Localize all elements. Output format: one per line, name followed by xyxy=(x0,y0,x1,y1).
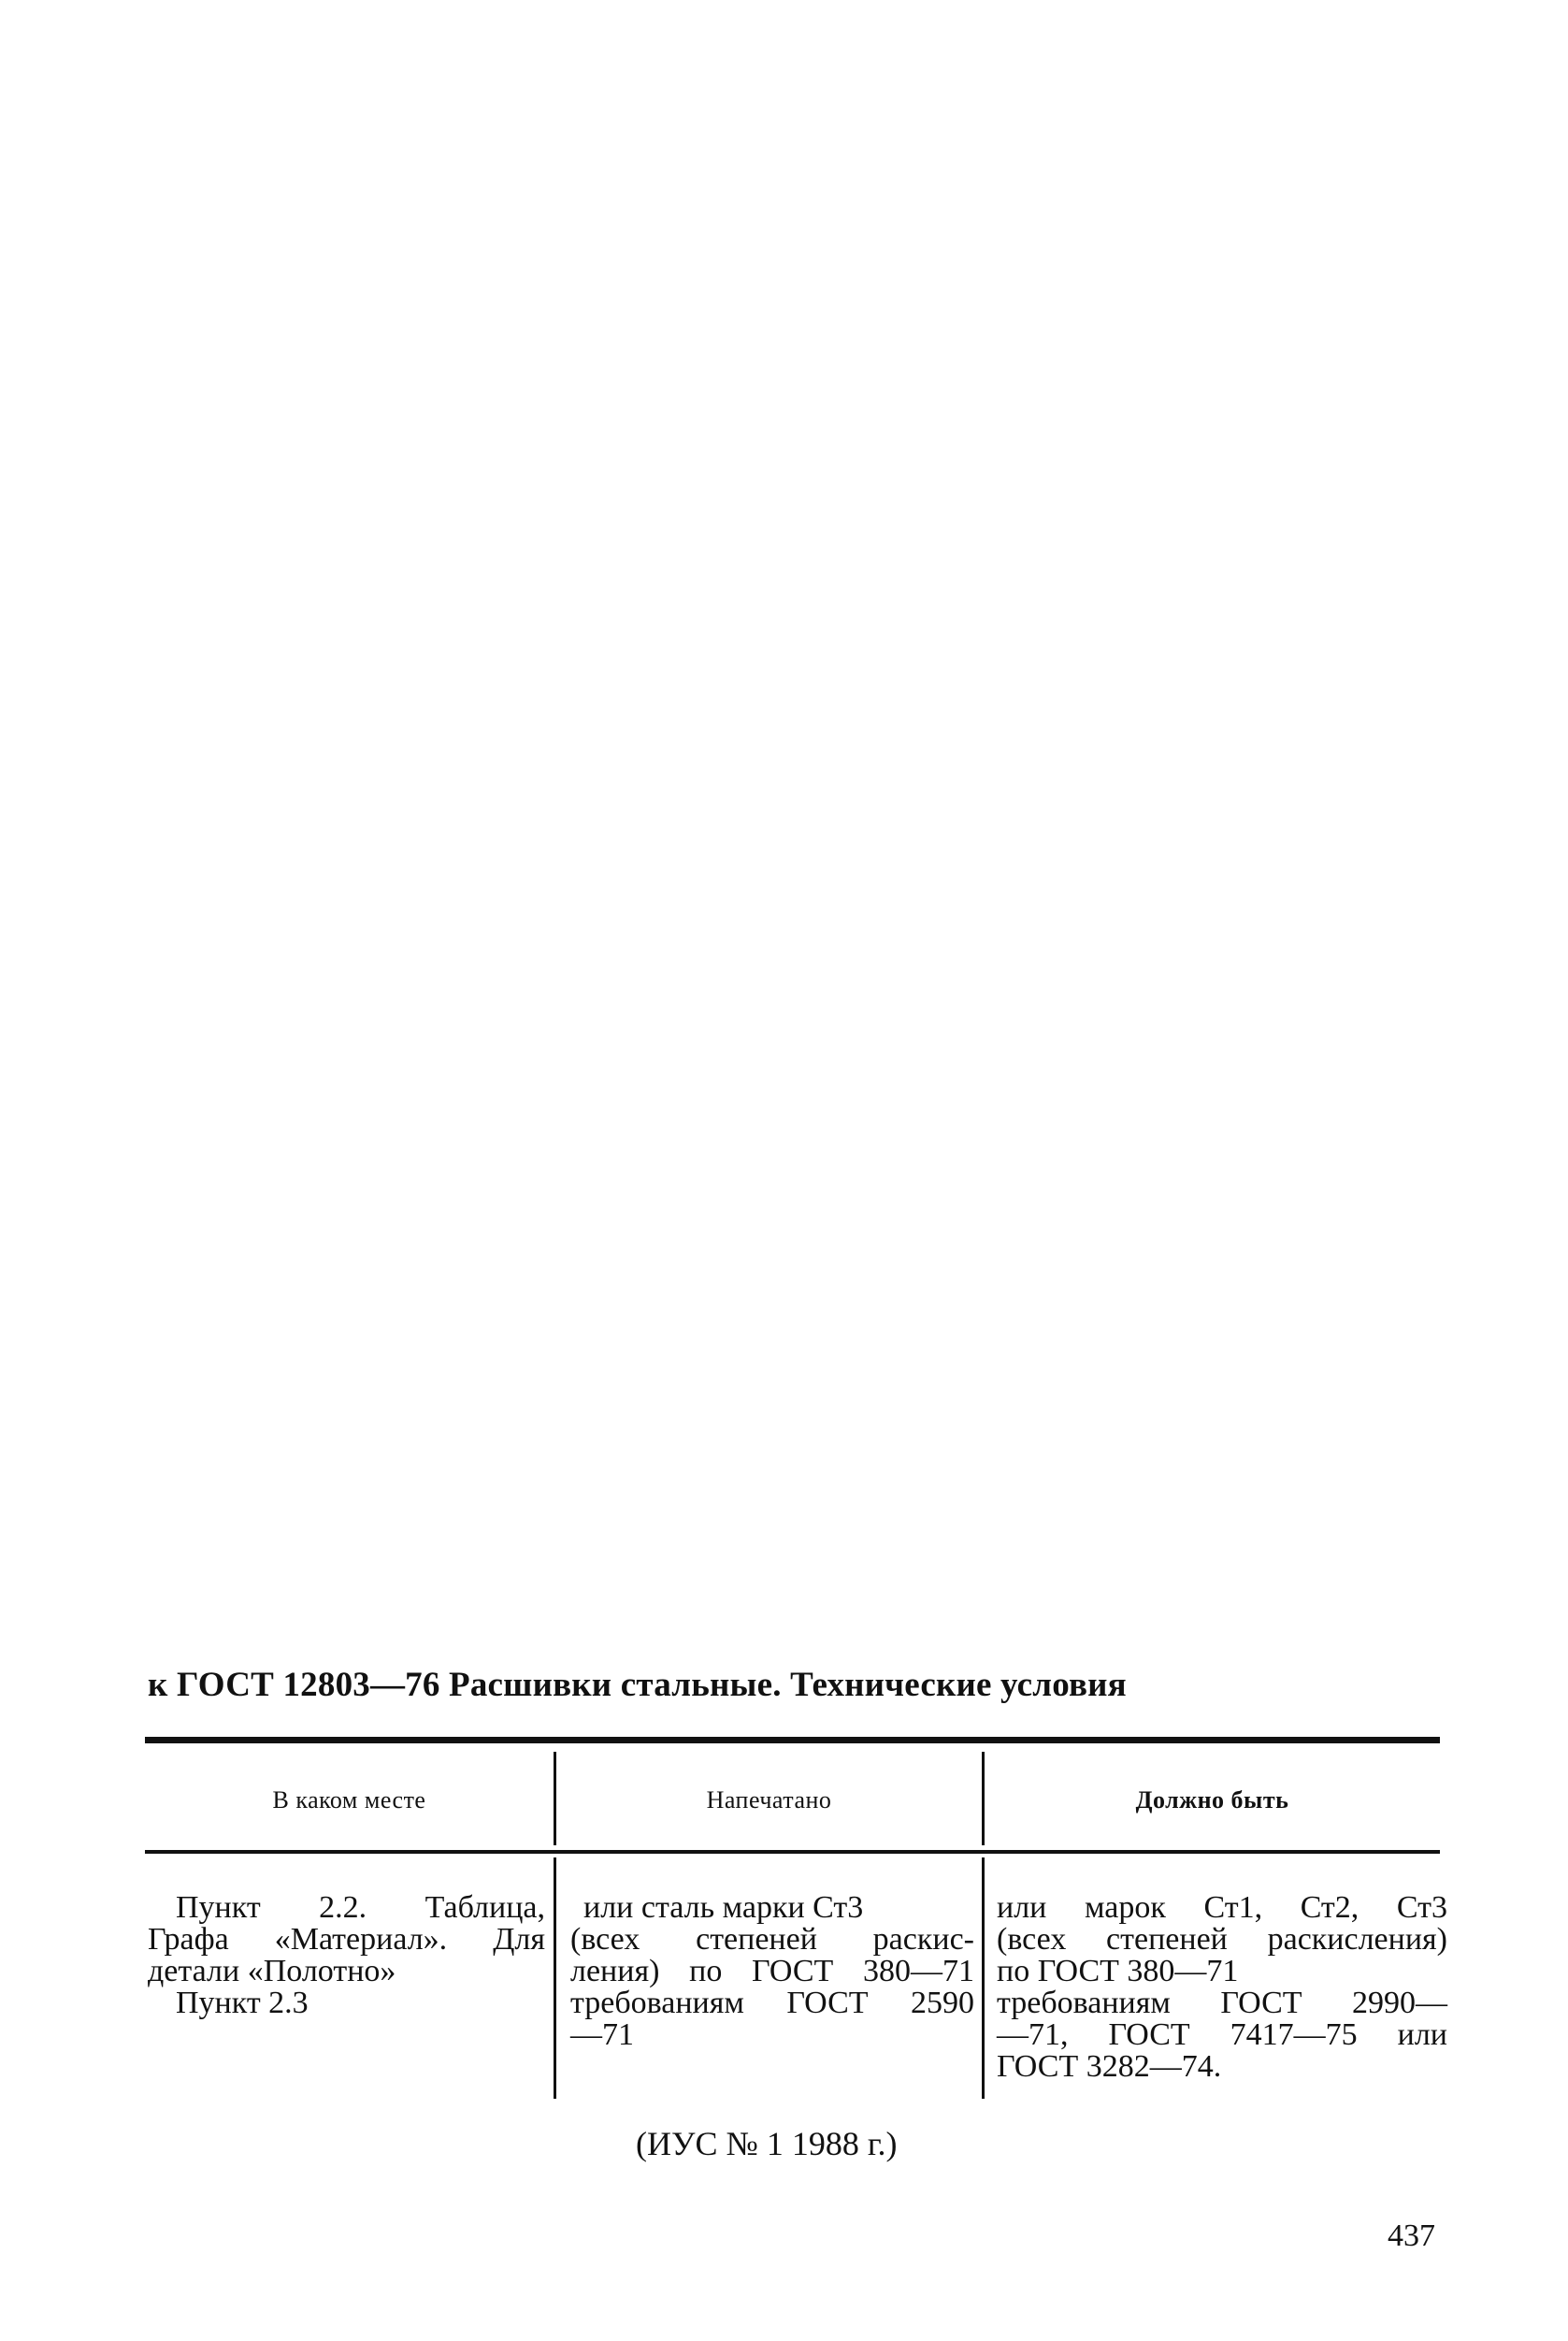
place-line: Пункт 2.2. Таблица, xyxy=(176,1890,545,1925)
should-be-line: ГОСТ 3282—74. xyxy=(997,2049,1222,2084)
page-number: 437 xyxy=(1388,2218,1435,2253)
column-divider-2-body xyxy=(982,1857,985,2099)
place-line: Пункт 2.3 xyxy=(176,1986,309,2020)
cell-printed xyxy=(570,1892,974,2051)
printed-line: или сталь марки Ст3 xyxy=(583,1890,864,1925)
should-be-line: по ГОСТ 380—71 xyxy=(997,1954,1239,1988)
printed-line: —71 xyxy=(570,2017,634,2052)
printed-line: (всех степеней раскис- xyxy=(570,1922,974,1957)
header-place: В каком месте xyxy=(272,1786,426,1814)
table-header-rule xyxy=(145,1850,1440,1854)
cell-should-be xyxy=(997,1892,1447,2083)
footnote: (ИУС № 1 1988 г.) xyxy=(636,2125,898,2162)
cell-place xyxy=(148,1890,545,2020)
place-line: детали «Полотно» xyxy=(148,1954,396,1988)
should-be-line: требованиям ГОСТ 2990— xyxy=(997,1986,1447,2020)
printed-line: ления) по ГОСТ 380—71 xyxy=(570,1954,974,1988)
should-be-line: или марок Ст1, Ст2, Ст3 xyxy=(997,1890,1447,1925)
place-line: Графа «Материал». Для xyxy=(148,1922,545,1957)
should-be-line: —71, ГОСТ 7417—75 или xyxy=(997,2017,1447,2052)
should-be-line: (всех степеней раскисления) xyxy=(997,1922,1447,1957)
column-divider-1-body xyxy=(554,1857,556,2099)
printed-line: требованиям ГОСТ 2590 xyxy=(570,1986,974,2020)
header-printed: Напечатано xyxy=(706,1786,832,1814)
header-should-be: Должно быть xyxy=(1135,1786,1289,1814)
section-title: к ГОСТ 12803—76 Расшивки стальные. Технические условия xyxy=(148,1666,1127,1704)
table-top-rule xyxy=(145,1737,1440,1743)
